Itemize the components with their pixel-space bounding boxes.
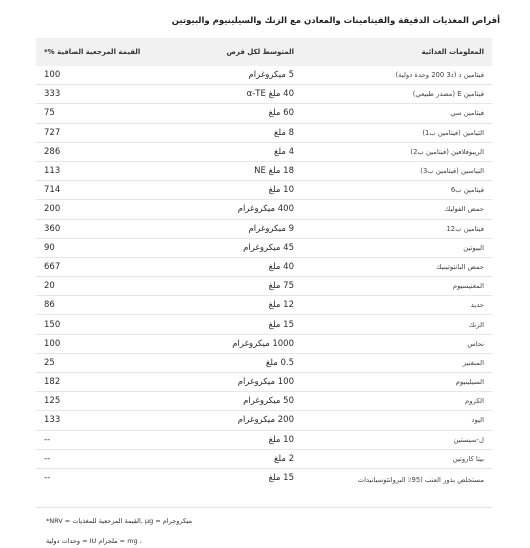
amount-cell: 40 ملغ [192, 257, 302, 276]
nutrient-name-cell: بيتا كاروتين [302, 449, 492, 468]
nrv-cell: 727 [36, 123, 192, 142]
table-row [36, 315, 492, 334]
header-nrv-percent: القيمة المرجعية الصافية %* [36, 38, 192, 66]
nutrient-name-cell: فيتامين ب12 [302, 219, 492, 238]
nutrient-name-cell: حديد [302, 296, 492, 315]
table-row [36, 353, 492, 372]
table-row [36, 430, 492, 449]
amount-cell: 200 ميكروغرام [192, 411, 302, 430]
nutrient-name-cell: الثيامين (فيتامين ب1) [302, 123, 492, 142]
amount-cell: 60 ملغ [192, 104, 302, 123]
amount-cell: 15 ملغ [192, 468, 302, 507]
table-header-row [36, 38, 492, 66]
table-row [36, 411, 492, 430]
table-row [36, 373, 492, 392]
nutrient-name-cell: حمض الفوليك [302, 200, 492, 219]
footnote-nrv: ميكروجرام = µg ,القيمة المرجعية للمغذيات = NRV* [46, 517, 192, 525]
table-row [36, 277, 492, 296]
nrv-cell: 100 [36, 66, 192, 85]
table-row [36, 142, 492, 161]
nrv-cell: 333 [36, 85, 192, 104]
nutrient-name-cell: ل-سيستين [302, 430, 492, 449]
nrv-cell: 200 [36, 200, 192, 219]
amount-cell: 50 ميكروغرام [192, 392, 302, 411]
nutrient-name-cell: حمض البانتوثينيك [302, 257, 492, 276]
nutrition-table [36, 38, 492, 508]
nrv-cell: -- [36, 449, 192, 468]
nutrient-name-cell: الكروم [302, 392, 492, 411]
nrv-cell: 133 [36, 411, 192, 430]
page-title: أقراص المغذيات الدقيقة والفيتامينات والمعادن مع الزنك والسيلينيوم والبيوتين [171, 16, 500, 26]
nutrient-name-cell: الريبوفلافين (فيتامين ب2) [302, 142, 492, 161]
nutrient-name-cell: المنغنيز [302, 353, 492, 372]
nutrient-name-cell: فيتامين E (مصدر طبيعي) [302, 85, 492, 104]
nrv-cell: 714 [36, 181, 192, 200]
table-row [36, 334, 492, 353]
nrv-cell: 86 [36, 296, 192, 315]
header-nutrition-info: المعلومات الغذائية [302, 38, 492, 66]
table-row [36, 257, 492, 276]
nutrient-name-cell: النياسين (فيتامين ب3) [302, 161, 492, 180]
nutrient-name-cell: السيلينيوم [302, 373, 492, 392]
nrv-cell: 25 [36, 353, 192, 372]
table-row [36, 161, 492, 180]
amount-cell: 15 ملغ [192, 315, 302, 334]
table-row [36, 449, 492, 468]
amount-cell: 4 ملغ [192, 142, 302, 161]
amount-cell: 45 ميكروغرام [192, 238, 302, 257]
amount-cell: 10 ملغ [192, 181, 302, 200]
nrv-cell: -- [36, 468, 192, 507]
nrv-cell: 150 [36, 315, 192, 334]
footnote-units: ، mg = ملجرام IU = وحدات دولية [46, 537, 142, 545]
table-row [36, 104, 492, 123]
nutrient-name-cell: فيتامين د (د3 200 وحدة دولية) [302, 66, 492, 85]
nutrient-name-cell: فيتامين ب6 [302, 181, 492, 200]
nrv-cell: 113 [36, 161, 192, 180]
nutrient-name-cell: فيتامين سي [302, 104, 492, 123]
amount-cell: 10 ملغ [192, 430, 302, 449]
nrv-cell: 360 [36, 219, 192, 238]
nutrient-name-cell: نحاس [302, 334, 492, 353]
table-row [36, 200, 492, 219]
table-row [36, 66, 492, 85]
nrv-cell: -- [36, 430, 192, 449]
table-row [36, 85, 492, 104]
nutrient-name-cell: البيوتين [302, 238, 492, 257]
amount-cell: 1000 ميكروغرام [192, 334, 302, 353]
amount-cell: 9 ميكروغرام [192, 219, 302, 238]
nutrient-name-cell: اليود [302, 411, 492, 430]
amount-cell: 40 ملغ α-TE [192, 85, 302, 104]
table-row [36, 468, 492, 507]
amount-cell: 75 ملغ [192, 277, 302, 296]
amount-cell: 8 ملغ [192, 123, 302, 142]
nrv-cell: 125 [36, 392, 192, 411]
amount-cell: 2 ملغ [192, 449, 302, 468]
amount-cell: 5 ميكروغرام [192, 66, 302, 85]
table-row [36, 123, 492, 142]
table-body [36, 66, 492, 507]
table-row [36, 219, 492, 238]
amount-cell: 100 ميكروغرام [192, 373, 302, 392]
nrv-cell: 100 [36, 334, 192, 353]
amount-cell: 0.5 ملغ [192, 353, 302, 372]
amount-cell: 12 ملغ [192, 296, 302, 315]
table-row [36, 392, 492, 411]
nrv-cell: 182 [36, 373, 192, 392]
nrv-cell: 75 [36, 104, 192, 123]
header-average-per-tablet: المتوسط لكل قرص [192, 38, 302, 66]
nrv-cell: 286 [36, 142, 192, 161]
nrv-cell: 20 [36, 277, 192, 296]
nutrient-name-cell: المغنيسيوم [302, 277, 492, 296]
table-row [36, 238, 492, 257]
nutrient-name-cell: مستخلص بذور العنب (95٪ البروانثوسيانيدات [302, 468, 492, 507]
table-row [36, 181, 492, 200]
nutrient-name-cell: الزنك [302, 315, 492, 334]
amount-cell: 400 ميكروغرام [192, 200, 302, 219]
nrv-cell: 90 [36, 238, 192, 257]
amount-cell: 18 ملغ NE [192, 161, 302, 180]
table-row [36, 296, 492, 315]
nrv-cell: 667 [36, 257, 192, 276]
